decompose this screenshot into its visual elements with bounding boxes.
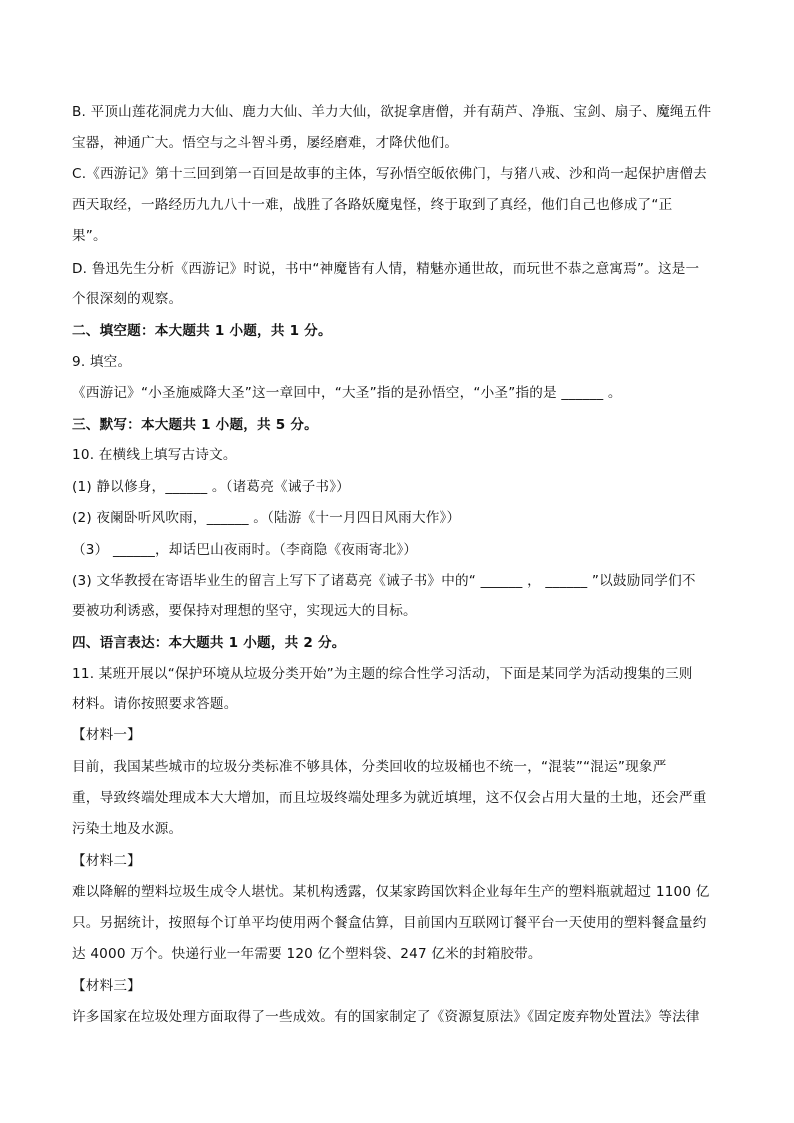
option-b-line-2: 宝器，神通广大。悟空与之斗智斗勇，屡经磨难，才降伏他们。 (72, 135, 459, 151)
option-c-line-3: 果”。 (72, 228, 107, 244)
material-3-line-1: 许多国家在垃圾处理方面取得了一些成效。有的国家制定了《资源复原法》《固定废弃物处置法》等法律 (72, 1009, 700, 1025)
question-10-item-3: （3） ______，却话巴山夜雨时。（李商隐《夜雨寄北》） (72, 542, 418, 558)
question-11-line-1: 11. 某班开展以“保护环境从垃圾分类开始”为主题的综合性学习活动，下面是某同学为活动搜集的三则 (72, 666, 693, 682)
option-c-line-1: C.《西游记》第十三回到第一百回是故事的主体，写孙悟空皈依佛门，与猪八戒、沙和尚一起保护唐僧去 (72, 166, 707, 182)
option-b-line-1: B. 平顶山莲花洞虎力大仙、鹿力大仙、羊力大仙，欲捉拿唐僧，并有葫芦、净瓶、宝剑、扇子、魔绳五件 (72, 104, 712, 120)
section-heading-fill-blank: 二、填空题：本大题共 1 小题，共 1 分。 (72, 323, 332, 339)
material-2-line-3: 达 4000 万个。快递行业一年需要 120 亿个塑料袋、247 亿米的封箱胶带。 (72, 946, 542, 962)
material-2-line-2: 只。另据统计，按照每个订单平均使用两个餐盒估算，目前国内互联网订餐平台一天使用的塑料餐盒量约 (72, 915, 707, 931)
question-10-item-4-line-2: 要被功利诱惑，要保持对理想的坚守，实现远大的目标。 (72, 603, 417, 619)
option-d-line-2: 个很深刻的观察。 (72, 291, 183, 307)
option-c-line-2: 西天取经，一路经历九九八十一难，战胜了各路妖魔鬼怪，终于取到了真经，他们自己也修成了“正 (72, 197, 673, 213)
question-9-prompt: 《西游记》“小圣施威降大圣”这一章回中，“大圣”指的是孙悟空，“小圣”指的是 ______ 。 (72, 385, 622, 401)
material-2-line-1: 难以降解的塑料垃圾生成令人堪忧。某机构透露，仅某家跨国饮料企业每年生产的塑料瓶就超过 1100 亿 (72, 884, 710, 900)
material-1-line-3: 污染土地及水源。 (72, 821, 183, 837)
section-heading-language-expression: 四、语言表达：本大题共 1 小题，共 2 分。 (72, 635, 346, 651)
question-11-line-2: 材料。请你按照要求答题。 (72, 696, 238, 712)
material-2-heading: 【材料二】 (72, 853, 141, 869)
question-10-title: 10. 在横线上填写古诗文。 (72, 447, 237, 463)
question-9-title: 9. 填空。 (72, 354, 132, 370)
material-1-heading: 【材料一】 (72, 727, 141, 743)
question-10-item-4-line-1: (3) 文华教授在寄语毕业生的留言上写下了诸葛亮《诫子书》中的“ ______ ， ______ ”以鼓励同学们不 (72, 573, 696, 589)
section-heading-dictation: 三、默写：本大题共 1 小题，共 5 分。 (72, 417, 318, 433)
option-d-line-1: D. 鲁迅先生分析《西游记》时说，书中“神魔皆有人情，精魅亦通世故，而玩世不恭之意寓焉”。这是一 (72, 261, 700, 277)
question-10-item-1: (1) 静以修身，______ 。（诸葛亮《诫子书》） (72, 479, 350, 495)
question-10-item-2: (2) 夜阑卧听风吹雨，______ 。（陆游《十一月四日风雨大作》） (72, 510, 461, 526)
material-3-heading: 【材料三】 (72, 978, 141, 994)
material-1-line-1: 目前，我国某些城市的垃圾分类标准不够具体，分类回收的垃圾桶也不统一，“混装”“混运”现象严 (72, 759, 667, 775)
material-1-line-2: 重，导致终端处理成本大大增加，而且垃圾终端处理多为就近填埋，这不仅会占用大量的土地，还会严重 (72, 790, 707, 806)
